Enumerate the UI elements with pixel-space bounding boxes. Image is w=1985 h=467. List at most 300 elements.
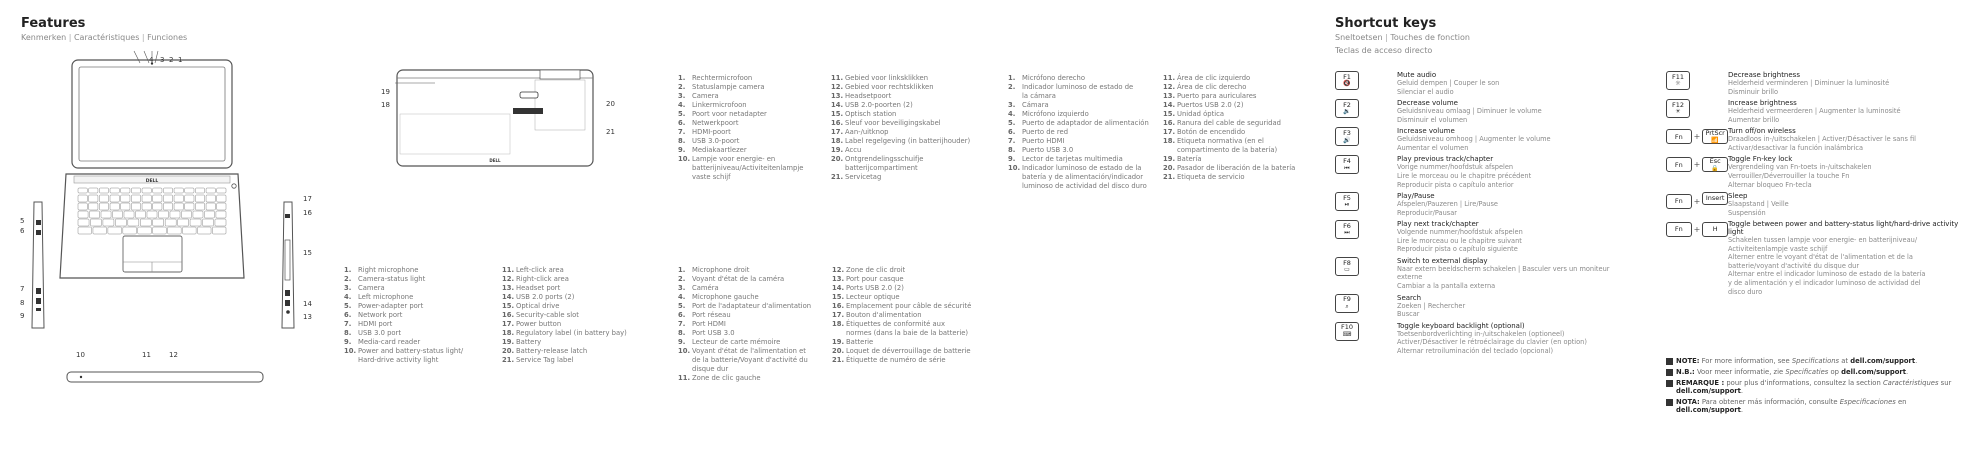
shortcut-description (1728, 127, 1966, 152)
feature-label-line: Zone de clic droit (846, 266, 906, 274)
feature-list-item (502, 302, 654, 311)
feature-label-line: Batería (1177, 154, 1202, 163)
feature-label-line: Emplacement pour câble de sécurité (846, 301, 972, 310)
feature-label (1022, 146, 1156, 155)
feature-list-item (678, 329, 828, 338)
feature-number: 16. (832, 301, 845, 310)
callout-15: 15 (303, 249, 312, 257)
feature-label (846, 356, 988, 365)
feature-label-line: HDMI-poort (692, 127, 731, 136)
feature-list-item (678, 374, 828, 383)
feature-label-line: Camera-status light (358, 274, 426, 283)
feature-list-item (1163, 92, 1315, 101)
feature-list-en-1 (344, 266, 492, 365)
callout-14: 14 (303, 300, 312, 308)
feature-label (692, 119, 828, 128)
feature-list-item (1008, 164, 1156, 191)
support-link[interactable]: dell.com/support (1676, 387, 1741, 395)
feature-list-item (831, 119, 983, 128)
shortcut-keys (1335, 294, 1397, 319)
shortcut-description (1397, 257, 1635, 291)
feature-number: 10. (678, 154, 691, 163)
feature-label-line: Lampje voor energie- en (692, 154, 776, 163)
shortcut-keys (1335, 155, 1397, 189)
shortcut-row (1666, 71, 1966, 96)
features-title: Features (21, 16, 86, 31)
feature-label (692, 137, 828, 146)
shortcut-row (1335, 99, 1635, 124)
feature-label-line: compartimento de la batería) (1177, 145, 1278, 154)
shortcut-keys (1666, 71, 1728, 96)
feature-label-line: Service Tag label (516, 355, 574, 364)
feature-label-line: Puerto de red (1022, 127, 1069, 136)
shortcut-row (1335, 257, 1635, 291)
note-text-tail: en (1895, 398, 1907, 406)
shortcut-description (1728, 71, 1966, 96)
feature-label-line: Bouton d'alimentation (846, 310, 922, 319)
feature-label-line: Voyant d'état de l'alimentation et (692, 346, 806, 355)
keyboard-key (89, 195, 98, 202)
feature-number: 21. (831, 172, 844, 181)
shortcut-subtitle-fr: Touches de fonction (1390, 33, 1470, 42)
feature-label (358, 302, 492, 311)
feature-number: 16. (1163, 118, 1176, 127)
feature-label-line: USB 3.0-poort (692, 136, 740, 145)
feature-number: 3. (344, 283, 352, 292)
feature-label-line: Micrófono derecho (1022, 74, 1085, 82)
shortcut-translation: Alternar bloqueo Fn-tecla (1728, 180, 1812, 189)
key-function-icon: ⌨ (1342, 330, 1352, 338)
feature-label (692, 110, 828, 119)
note-text: Voor meer informatie, zie (1696, 368, 1786, 376)
callout-8: 8 (20, 299, 25, 307)
keyboard-key (170, 211, 180, 218)
feature-label (846, 293, 988, 302)
feature-number: 7. (678, 127, 686, 136)
keyboard-key (110, 203, 119, 210)
feature-number: 19. (502, 337, 515, 346)
shortcut-keys (1666, 127, 1728, 152)
support-link[interactable]: dell.com/support (1850, 357, 1916, 365)
feature-label (692, 293, 828, 302)
feature-label (1022, 155, 1156, 164)
keyboard-key (131, 203, 140, 210)
key-label: F6 (1343, 221, 1351, 230)
feature-label (516, 302, 654, 311)
feature-label (692, 101, 828, 110)
keyboard-key (163, 203, 172, 210)
feature-label-line: Área de clic izquierdo (1177, 74, 1251, 82)
note-line (1666, 379, 1966, 395)
key-label: H (1712, 225, 1718, 234)
callout-13: 13 (303, 313, 312, 321)
feature-label-line: Security-cable slot (516, 310, 579, 319)
feature-label (1177, 110, 1315, 119)
shortcut-keys (1666, 99, 1728, 124)
keyboard-key (78, 203, 87, 210)
plus-sign: + (1693, 132, 1701, 142)
keyboard-key (217, 203, 226, 210)
shortcut-description (1397, 71, 1635, 96)
feature-label-line: Ontgrendelingsschuifje (845, 154, 924, 163)
keyboard-key (78, 188, 87, 193)
shortcut-description (1397, 294, 1635, 319)
keyboard-key (212, 227, 226, 234)
feature-number: 2. (678, 82, 686, 91)
feature-label (1177, 164, 1315, 173)
keyboard-key (217, 188, 226, 193)
note-text: Para obtener más información, consulte (1701, 398, 1840, 406)
shortcut-translation: Reproducir pista o capítulo anterior (1397, 180, 1514, 189)
feature-label (358, 329, 492, 338)
feature-list-item (831, 101, 983, 110)
shortcut-title: Increase volume (1397, 127, 1455, 136)
keyboard-key (174, 195, 183, 202)
key-label: Insert (1705, 194, 1725, 203)
key-f12 (1666, 99, 1690, 118)
callout-6: 6 (20, 227, 25, 235)
feature-number: 12. (502, 274, 515, 283)
feature-label-line: batería y de alimentación/indicador (1022, 172, 1144, 181)
keyboard-key (124, 211, 134, 218)
feature-list-item (344, 311, 492, 320)
key-fn (1666, 129, 1692, 144)
shortcut-title: Toggle between power and battery-status light/hard-drive activity light (1728, 220, 1959, 237)
key-function-icon: 🔇 (1343, 80, 1351, 88)
shortcut-row (1335, 294, 1635, 319)
keyboard-key (178, 219, 189, 226)
shortcut-translation: Vorige nummer/hoofdstuk afspelen (1397, 163, 1514, 172)
feature-list-item (831, 173, 983, 182)
feature-number: 16. (831, 118, 844, 127)
feature-label-line: Network port (358, 310, 403, 319)
feature-label-line: Power-adapter port (358, 301, 424, 310)
shortcut-translation: Helderheid verminderen | Diminuer la luminosité (1728, 79, 1890, 87)
feature-number: 7. (344, 319, 352, 328)
feature-number: 19. (1163, 154, 1176, 163)
key-h (1702, 222, 1728, 237)
shortcut-description (1397, 322, 1635, 356)
notes-block (1666, 357, 1966, 417)
keyboard-key (174, 188, 183, 193)
feature-list-item (678, 338, 828, 347)
feature-label-line: Accu (845, 145, 862, 154)
feature-list-item (678, 311, 828, 320)
feature-list-item (502, 338, 654, 347)
feature-label (358, 347, 492, 365)
note-label: REMARQUE : (1676, 379, 1725, 387)
key-function-icon: 📶 (1711, 136, 1719, 144)
feature-number: 5. (678, 109, 686, 118)
shortcut-description (1728, 155, 1966, 189)
feature-list-item (1163, 119, 1315, 128)
feature-number: 10. (678, 346, 691, 355)
callout-2: 2 (169, 56, 174, 64)
callout-9: 9 (20, 312, 25, 320)
feature-number: 1. (678, 74, 686, 82)
feature-list-item (1008, 137, 1156, 146)
feature-list-item (1163, 110, 1315, 119)
feature-label-line: Etiqueta de servicio (1177, 172, 1245, 181)
feature-list-es-2 (1163, 74, 1315, 182)
laptop-front-diagram (30, 50, 270, 290)
keyboard-key (174, 203, 183, 210)
note-line (1666, 357, 1966, 365)
key-fn (1666, 157, 1692, 172)
feature-number: 4. (1008, 109, 1016, 118)
feature-label (358, 311, 492, 320)
shortcut-translation: Aumentar el volumen (1397, 143, 1469, 152)
feature-list-item (678, 119, 828, 128)
feature-label (1177, 137, 1315, 155)
feature-label-line: Indicador luminoso de estado de la (1022, 163, 1142, 172)
feature-label-line: Lector de tarjetas multimedia (1022, 154, 1123, 163)
shortcut-row (1666, 155, 1966, 189)
feature-number: 7. (1008, 136, 1016, 145)
feature-label (516, 329, 654, 338)
callout-10: 10 (76, 351, 85, 359)
callout-4: 4 (149, 56, 154, 64)
shortcut-translation: Alternar retroiluminación del teclado (opcional) (1397, 346, 1554, 355)
shortcut-keys (1335, 99, 1397, 124)
feature-label-line: Headsetpoort (845, 91, 892, 100)
feature-number: 11. (831, 74, 844, 82)
keyboard-key (103, 219, 114, 226)
feature-label-line: Ports USB 2.0 (2) (846, 283, 904, 292)
key-function-icon: ⏯ (1344, 201, 1350, 209)
feature-number: 20. (502, 346, 515, 355)
callout-7: 7 (20, 285, 25, 293)
feature-label (516, 311, 654, 320)
feature-label-line: Sleuf voor beveiligingskabel (845, 118, 941, 127)
support-link[interactable]: dell.com/support (1676, 406, 1741, 414)
feature-list-item (344, 338, 492, 347)
feature-number: 19. (831, 145, 844, 154)
feature-number: 3. (1008, 100, 1016, 109)
key-function-icon: ⏭ (1344, 229, 1350, 237)
note-label: N.B.: (1676, 368, 1695, 376)
feature-list-item (831, 74, 983, 83)
subtitle-es: Funciones (147, 33, 188, 42)
feature-number: 20. (1163, 163, 1176, 172)
shortcut-column-1 (1335, 71, 1635, 358)
feature-label (1177, 155, 1315, 164)
note-icon (1666, 380, 1673, 387)
keyboard-key (206, 188, 215, 193)
feature-label (692, 74, 828, 83)
shortcut-subtitle-nl: Sneltoetsen (1335, 33, 1383, 42)
shortcut-row (1335, 220, 1635, 254)
feature-list-item (678, 284, 828, 293)
shortcut-translation: Naar extern beeldscherm schakelen | Basculer vers un moniteur externe (1397, 264, 1610, 282)
feature-label-line: Port de l'adaptateur d'alimentation (692, 301, 812, 310)
feature-list-item (678, 74, 828, 83)
feature-number: 17. (831, 127, 844, 136)
keyboard-key (198, 227, 212, 234)
feature-label (1177, 173, 1315, 182)
feature-label (1022, 83, 1156, 101)
shortcut-keys-title: Shortcut keys (1335, 16, 1437, 31)
feature-label-line: USB 3.0 port (358, 328, 402, 337)
shortcut-title: Play/Pause (1397, 192, 1435, 201)
feature-label-line: Poort voor netadapter (692, 109, 767, 118)
feature-list-item (832, 338, 988, 347)
shortcut-row (1335, 155, 1635, 189)
feature-list-item (1008, 74, 1156, 83)
feature-label (845, 92, 983, 101)
feature-list-item (502, 320, 654, 329)
shortcut-subtitle-es: Teclas de acceso directo (1335, 46, 1433, 55)
keyboard-key (183, 227, 197, 234)
feature-list-item (678, 347, 828, 374)
keyboard-key (195, 188, 204, 193)
feature-label-line: Power and battery-status light/ (358, 346, 464, 355)
shortcut-translation: Silenciar el audio (1397, 87, 1454, 96)
keyboard-key (128, 219, 139, 226)
shortcut-description (1397, 155, 1635, 189)
keyboard-key (99, 203, 108, 210)
key-label: F4 (1343, 157, 1351, 166)
feature-label-line: Linkermicrofoon (692, 100, 747, 109)
feature-number: 8. (344, 328, 352, 337)
feature-label (692, 155, 828, 182)
feature-number: 8. (678, 136, 686, 145)
laptop-left-side-diagram (28, 200, 48, 330)
feature-number: 6. (678, 310, 686, 319)
shortcut-column-2 (1666, 71, 1966, 299)
feature-list-item (502, 293, 654, 302)
note-text: pour plus d'informations, consultez la section (1726, 379, 1883, 387)
feature-list-item (678, 110, 828, 119)
shortcut-keys (1335, 220, 1397, 254)
keyboard-key (121, 203, 130, 210)
feature-label (516, 347, 654, 356)
feature-label (692, 128, 828, 137)
shortcut-translation: Cambiar a la pantalla externa (1397, 282, 1496, 290)
feature-number: 9. (1008, 154, 1016, 163)
feature-number: 7. (678, 319, 686, 328)
feature-list-item (678, 128, 828, 137)
shortcut-title: Switch to external display (1397, 256, 1488, 265)
key-function-icon: ⏮ (1344, 164, 1350, 172)
subtitle-fr: Caractéristiques (73, 33, 140, 42)
shortcut-keys (1335, 127, 1397, 152)
keyboard-key (168, 227, 182, 234)
shortcut-translation: Activer/Désactiver le rétroéclairage du clavier (en option) (1397, 338, 1587, 347)
key-label: F3 (1343, 129, 1351, 137)
feature-label (1177, 128, 1315, 137)
support-link[interactable]: dell.com/support (1841, 368, 1907, 376)
keyboard-key (203, 219, 214, 226)
feature-label (845, 101, 983, 110)
feature-label-line: Puertos USB 2.0 (2) (1177, 100, 1244, 109)
shortcut-translation: Lire le morceau ou le chapitre précédent (1397, 171, 1532, 180)
shortcut-description (1397, 220, 1635, 254)
shortcut-translation: Lire le morceau ou le chapitre suivant (1397, 236, 1522, 245)
shortcut-row (1666, 99, 1966, 124)
feature-label (692, 320, 828, 329)
feature-list-item (678, 293, 828, 302)
shortcut-description (1397, 99, 1635, 124)
note-text-tail: op (1828, 368, 1842, 376)
feature-list-item (678, 101, 828, 110)
feature-list-item (502, 347, 654, 356)
feature-label-line: Headset port (516, 283, 561, 292)
feature-number: 20. (831, 154, 844, 163)
key-f1 (1335, 71, 1359, 90)
feature-label-line: Optical drive (516, 301, 560, 310)
keyboard-key (142, 188, 151, 193)
feature-label-line: HDMI port (358, 319, 393, 328)
keyboard-key (89, 211, 99, 218)
feature-label (846, 338, 988, 347)
shortcut-translation: Draadloos in-/uitschakelen | Activer/Désactiver le sans fil (1728, 135, 1916, 144)
key-label: PrtScr (1705, 129, 1725, 137)
feature-list-item (831, 146, 983, 155)
feature-list-item (678, 137, 828, 146)
feature-number: 13. (832, 274, 845, 283)
feature-list-item (678, 155, 828, 182)
feature-number: 20. (832, 346, 845, 355)
feature-number: 4. (344, 292, 352, 301)
feature-label (845, 137, 983, 146)
feature-label-line: Right-click area (516, 274, 569, 283)
keyboard-key (204, 211, 214, 218)
feature-list-item (344, 302, 492, 311)
feature-list-item (1008, 83, 1156, 101)
feature-list-item (678, 320, 828, 329)
shortcut-keys (1666, 155, 1728, 189)
feature-list-item (832, 293, 988, 302)
shortcut-description (1397, 127, 1635, 152)
feature-list-item (344, 293, 492, 302)
key-label: Fn (1674, 225, 1683, 234)
feature-number: 1. (344, 266, 352, 274)
feature-label-line: luminoso de actividad del disco duro (1022, 181, 1147, 190)
key-insert (1702, 192, 1728, 205)
shortcut-title: Search (1397, 293, 1422, 302)
feature-number: 13. (502, 283, 515, 292)
keyboard-key (78, 211, 88, 218)
keyboard-key (153, 219, 164, 226)
feature-number: 5. (678, 301, 686, 310)
feature-list-item (678, 302, 828, 311)
feature-list-item (832, 320, 988, 338)
feature-number: 11. (1163, 74, 1176, 82)
feature-number: 18. (1163, 136, 1176, 145)
feature-list-item (344, 275, 492, 284)
feature-label (845, 146, 983, 155)
key-label: F2 (1343, 100, 1351, 109)
keyboard-key (140, 219, 151, 226)
feature-label-line: Gebied voor rechtsklikken (845, 82, 934, 91)
keyboard-key (158, 211, 168, 218)
feature-number: 12. (831, 82, 844, 91)
feature-label (358, 266, 492, 275)
note-text-tail: sur (1938, 379, 1952, 387)
feature-number: 17. (1163, 127, 1176, 136)
note-label: NOTA: (1676, 398, 1700, 406)
feature-label (692, 338, 828, 347)
shortcut-description (1728, 220, 1966, 296)
feature-label-line: Camera (358, 283, 385, 292)
feature-list-item (1163, 74, 1315, 83)
keyboard-key (138, 227, 152, 234)
plus-sign: + (1693, 197, 1701, 207)
feature-number: 3. (678, 91, 686, 100)
feature-list-item (502, 356, 654, 365)
keyboard-key (78, 195, 87, 202)
